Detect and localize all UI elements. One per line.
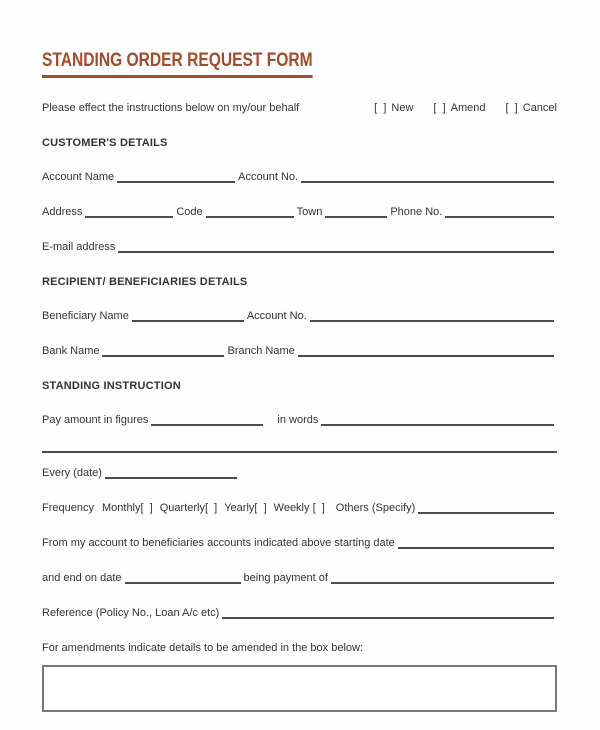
frequency-label: Frequency — [42, 502, 94, 514]
option-quarterly — [160, 502, 217, 515]
in-words-label: in words — [277, 414, 319, 426]
option-yearly — [224, 502, 266, 515]
reference-label: Reference (Policy No., Loan A/c etc) — [42, 607, 220, 619]
section-heading-standing: STANDING INSTRUCTION — [42, 380, 181, 392]
every-date-field[interactable] — [105, 475, 237, 479]
monthly-label: Monthly — [101, 502, 141, 514]
end-date-label: and end on date — [42, 572, 122, 584]
amendments-label-row — [42, 642, 557, 655]
option-cancel — [506, 102, 557, 115]
bank-row — [42, 345, 557, 358]
amendments-box[interactable] — [42, 665, 557, 712]
new-checkbox[interactable]: [ ] — [374, 102, 387, 114]
monthly-checkbox[interactable]: [ ] — [140, 502, 153, 514]
email-label: E-mail address — [42, 241, 116, 253]
action-options — [374, 102, 557, 115]
beneficiary-row — [42, 310, 557, 323]
phone-no-field[interactable] — [445, 214, 554, 218]
end-date-row — [42, 572, 557, 585]
from-account-label: From my account to beneficiaries accounts indicated above starting date — [42, 537, 395, 549]
new-label: New — [391, 102, 414, 114]
yearly-label: Yearly — [224, 502, 255, 514]
account-row — [42, 171, 557, 184]
amendments-label: For amendments indicate details to be amended in the box below: — [42, 642, 364, 654]
town-label: Town — [296, 206, 323, 218]
yearly-checkbox[interactable]: [ ] — [254, 502, 267, 514]
pay-amount-row — [42, 414, 557, 427]
cancel-label: Cancel — [522, 102, 557, 114]
quarterly-label: Quarterly — [159, 502, 205, 514]
in-words-field[interactable] — [321, 422, 554, 426]
in-words-continuation-row — [42, 449, 557, 454]
account-name-label: Account Name — [42, 171, 115, 183]
branch-name-label: Branch Name — [227, 345, 295, 357]
intro-row — [42, 102, 557, 115]
others-specify-label: Others (Specify) — [335, 502, 416, 514]
pay-amount-label: Pay amount in figures — [42, 414, 149, 426]
option-amend — [433, 102, 485, 115]
code-field[interactable] — [206, 214, 294, 218]
email-row — [42, 241, 557, 254]
beneficiary-name-field[interactable] — [132, 318, 244, 322]
account-no-field[interactable] — [301, 179, 554, 183]
weekly-checkbox[interactable]: [ ] — [312, 502, 325, 514]
phone-no-label: Phone No. — [390, 206, 443, 218]
being-payment-label: being payment of — [243, 572, 328, 584]
starting-date-row — [42, 537, 557, 550]
option-new — [374, 102, 413, 115]
account-no-label: Account No. — [238, 171, 299, 183]
in-words-continuation-field[interactable] — [42, 449, 557, 453]
pay-amount-figures-field[interactable] — [151, 422, 263, 426]
starting-date-field[interactable] — [398, 545, 554, 549]
frequency-row — [42, 502, 557, 515]
amend-checkbox[interactable]: [ ] — [433, 102, 446, 114]
code-label: Code — [176, 206, 203, 218]
account-name-field[interactable] — [117, 179, 235, 183]
option-weekly — [274, 502, 325, 515]
section-heading-customer: CUSTOMER'S DETAILS — [42, 137, 168, 149]
being-payment-field[interactable] — [331, 580, 554, 584]
reference-row — [42, 607, 557, 620]
every-date-label: Every (date) — [42, 467, 102, 479]
end-date-field[interactable] — [125, 580, 241, 584]
amend-label: Amend — [450, 102, 486, 114]
section-heading-recipient: RECIPIENT/ BENEFICIARIES DETAILS — [42, 276, 248, 288]
others-specify-field[interactable] — [418, 510, 554, 514]
town-field[interactable] — [325, 214, 387, 218]
cancel-checkbox[interactable]: [ ] — [505, 102, 518, 114]
beneficiary-account-no-field[interactable] — [310, 318, 554, 322]
quarterly-checkbox[interactable]: [ ] — [205, 502, 218, 514]
intro-instruction: Please effect the instructions below on my/our behalf — [42, 102, 300, 114]
weekly-label: Weekly — [273, 502, 313, 514]
email-field[interactable] — [118, 249, 554, 253]
address-row — [42, 206, 557, 219]
form-title: STANDING ORDER REQUEST FORM — [42, 50, 313, 78]
address-field[interactable] — [85, 214, 173, 218]
reference-field[interactable] — [222, 615, 554, 619]
beneficiary-account-no-label: Account No. — [246, 310, 307, 322]
bank-name-label: Bank Name — [42, 345, 100, 357]
option-monthly — [102, 502, 153, 515]
address-label: Address — [42, 206, 83, 218]
every-date-row — [42, 467, 557, 480]
bank-name-field[interactable] — [102, 353, 224, 357]
beneficiary-name-label: Beneficiary Name — [42, 310, 129, 322]
branch-name-field[interactable] — [298, 353, 554, 357]
